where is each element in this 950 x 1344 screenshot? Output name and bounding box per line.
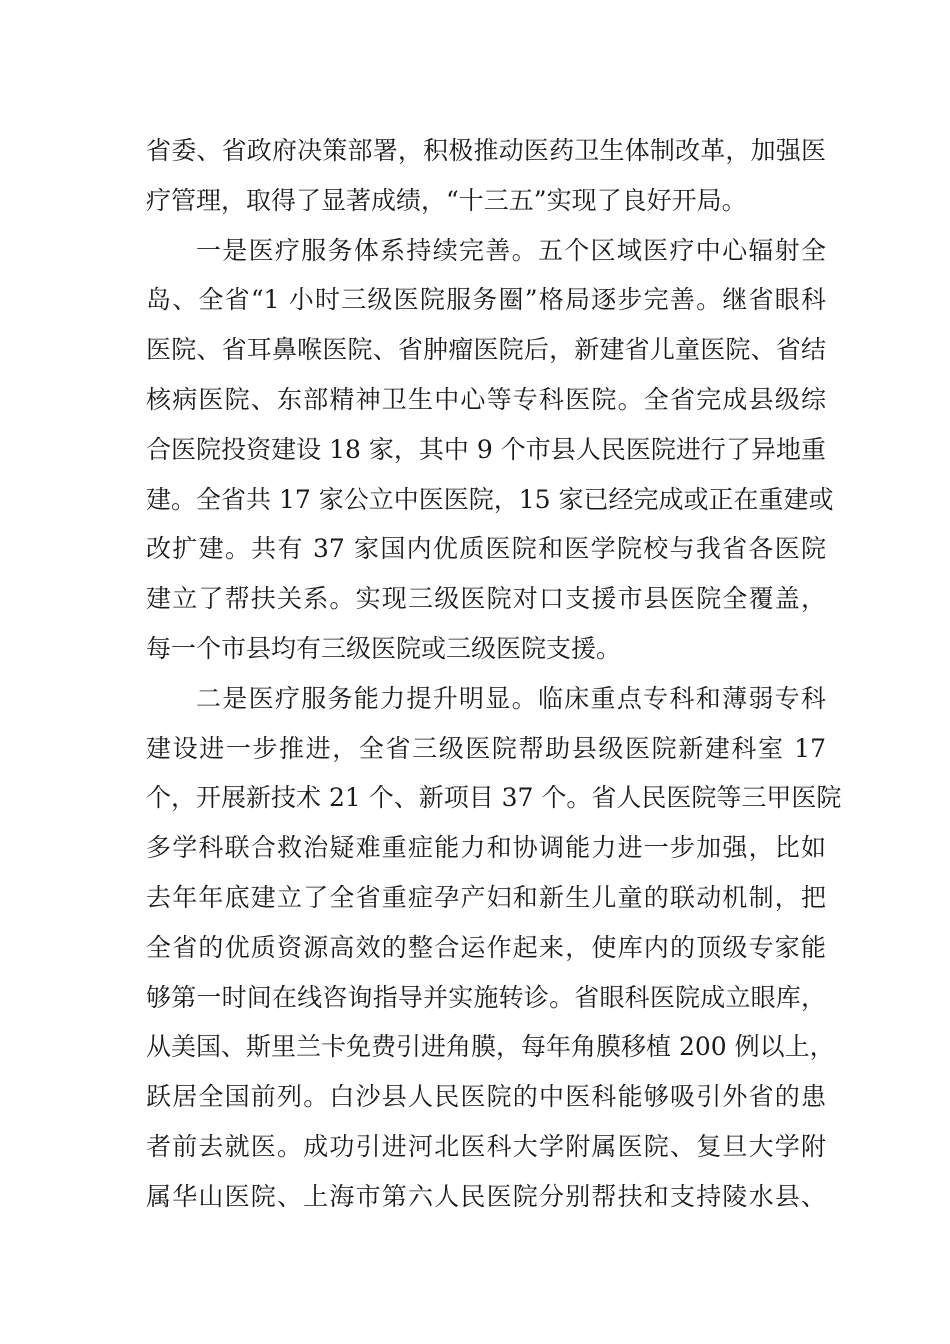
text-line: 建。全省共 17 家公立中医医院，15 家已经完成或正在重建或 [146,484,834,514]
paragraph-first-line: 一是医疗服务体系持续完善。五个区域医疗中心辐射全 [196,235,826,265]
text-line: 够第一时间在线咨询指导并实施转诊。省眼科医院成立眼库， [146,982,826,1012]
text-line: 核病医院、东部精神卫生中心等专科医院。全省完成县级综 [146,384,826,414]
text-line: 者前去就医。成功引进河北医科大学附属医院、复旦大学附 [146,1131,826,1161]
text-line: 建设进一步推进，全省三级医院帮助县级医院新建科室 17 [146,733,826,763]
text-line: 属华山医院、上海市第六人民医院分别帮扶和支持陵水县、 [146,1181,826,1211]
text-line: 个，开展新技术 21 个、新项目 37 个。省人民医院等三甲医院 [146,783,842,813]
text-line: 岛、全省“1 小时三级医院服务圈”格局逐步完善。继省眼科 [146,285,826,315]
text-line: 跃居全国前列。白沙县人民医院的中医科能够吸引外省的患 [146,1082,826,1112]
text-line: 去年年底建立了全省重症孕产妇和新生儿童的联动机制，把 [146,882,826,912]
body-text [146,126,842,1222]
text-line: 改扩建。共有 37 家国内优质医院和医学院校与我省各医院 [146,534,826,564]
text-line: 医院、省耳鼻喉医院、省肿瘤医院后，新建省儿童医院、省结 [146,335,826,365]
text-line: 全省的优质资源高效的整合运作起来，使库内的顶级专家能 [146,932,826,962]
text-line: 建立了帮扶关系。实现三级医院对口支援市县医院全覆盖， [146,584,826,614]
text-line: 省委、省政府决策部署，积极推动医药卫生体制改革，加强医 [146,136,826,165]
text-line: 多学科联合救治疑难重症能力和协调能力进一步加强，比如 [146,833,826,863]
text-line: 疗管理，取得了显著成绩，“十三五”实现了良好开局。 [146,185,747,215]
text-line: 每一个市县均有三级医院或三级医院支援。 [146,633,622,663]
text-line: 从美国、斯里兰卡免费引进角膜，每年角膜移植 200 例以上， [146,1032,835,1062]
paragraph-first-line: 二是医疗服务能力提升明显。临床重点专科和薄弱专科 [196,683,826,713]
text-line: 合医院投资建设 18 家，其中 9 个市县人民医院进行了异地重 [146,434,826,464]
